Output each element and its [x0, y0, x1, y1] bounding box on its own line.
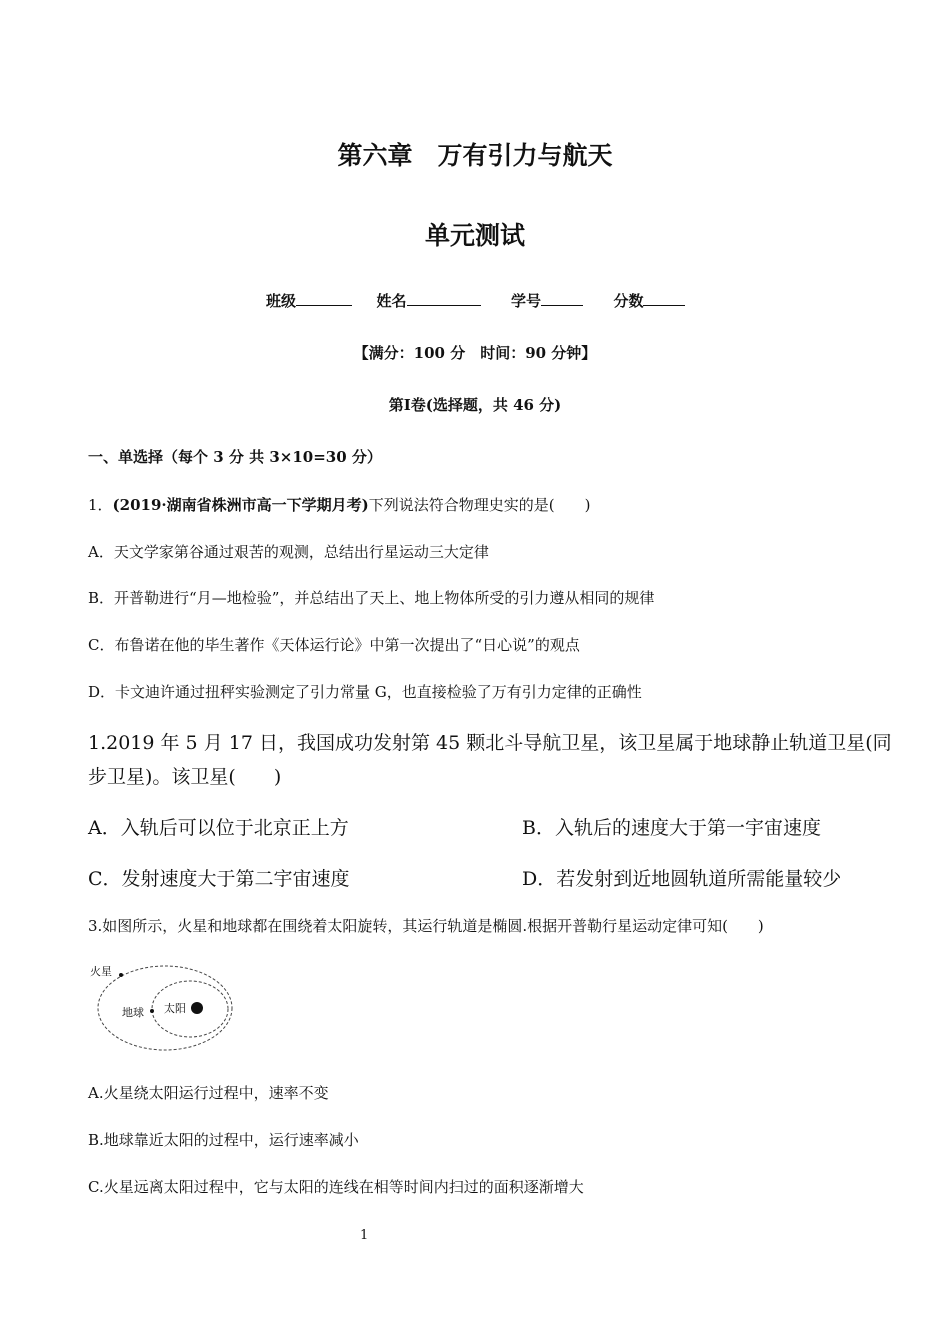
- volume-heading: 第Ⅰ卷(选择题，共 46 分): [388, 396, 562, 414]
- question-1-option-b: B．开普勒进行“月—地检验”，并总结出了天上、地上物体所受的引力遵从相同的规律: [88, 589, 655, 607]
- section-heading: 一、单选择（每个 3 分 共 3×10=30 分）: [88, 448, 382, 466]
- student-number-label: 学号: [510, 292, 541, 310]
- score-blank[interactable]: [643, 291, 685, 306]
- orbit-diagram: [86, 956, 246, 1056]
- question-1-stem: [88, 494, 590, 515]
- question-1-option-a: A．天文学家第谷通过艰苦的观测，总结出行星运动三大定律: [88, 543, 489, 561]
- name-blank[interactable]: [407, 291, 481, 306]
- question-2-stem-line1: 1.2019 年 5 月 17 日，我国成功发射第 45 颗北斗导航卫星，该卫星属于地球静止轨道卫星(同: [88, 732, 892, 754]
- chapter-title: 第六章 万有引力与航天: [337, 141, 613, 170]
- sun-icon: [191, 1002, 203, 1014]
- question-2-option-b: B．入轨后的速度大于第一宇宙速度: [522, 817, 821, 839]
- class-label: 班级: [266, 292, 297, 310]
- earth-label: 地球: [122, 1006, 144, 1019]
- mars-label: 火星: [90, 965, 112, 978]
- question-3-option-a: A.火星绕太阳运行过程中，速率不变: [88, 1084, 329, 1102]
- question-1-option-d: D．卡文迪许通过扭秤实验测定了引力常量 G，也直接检验了万有引力定律的正确性: [88, 683, 642, 701]
- score-time-info: 【满分：100 分 时间：90 分钟】: [353, 344, 597, 362]
- student-number-blank[interactable]: [541, 291, 583, 306]
- question-2-option-c: C．发射速度大于第二宇宙速度: [88, 868, 350, 890]
- sun-label: 太阳: [164, 1002, 186, 1015]
- score-label: 分数: [613, 292, 644, 310]
- class-blank[interactable]: [296, 291, 352, 306]
- page-subtitle: 单元测试: [424, 221, 525, 250]
- earth-icon: [150, 1009, 154, 1013]
- question-number: 1．: [88, 496, 113, 514]
- question-2-stem-line2: 步卫星)。该卫星( ): [88, 766, 282, 788]
- name-label: 姓名: [376, 292, 407, 310]
- question-2-option-d: D．若发射到近地圆轨道所需能量较少: [522, 868, 842, 890]
- question-3-stem: 3.如图所示，火星和地球都在围绕着太阳旋转，其运行轨道是椭圆.根据开普勒行星运动定律可知( ): [88, 917, 764, 935]
- page-number: 1: [360, 1228, 369, 1243]
- mars-icon: [119, 973, 123, 977]
- question-2-option-a: A．入轨后可以位于北京正上方: [88, 817, 349, 839]
- question-1-option-c: C．布鲁诺在他的毕生著作《天体运行论》中第一次提出了“日心说”的观点: [88, 636, 580, 654]
- student-info-row: [266, 290, 685, 311]
- question-3-option-c: C.火星远离太阳过程中，它与太阳的连线在相等时间内扫过的面积逐渐增大: [88, 1178, 584, 1196]
- question-text: 下列说法符合物理史实的是( ): [368, 496, 591, 514]
- question-3-option-b: B.地球靠近太阳的过程中，运行速率减小: [88, 1131, 359, 1149]
- question-source: (2019·湖南省株洲市高一下学期月考): [112, 496, 369, 514]
